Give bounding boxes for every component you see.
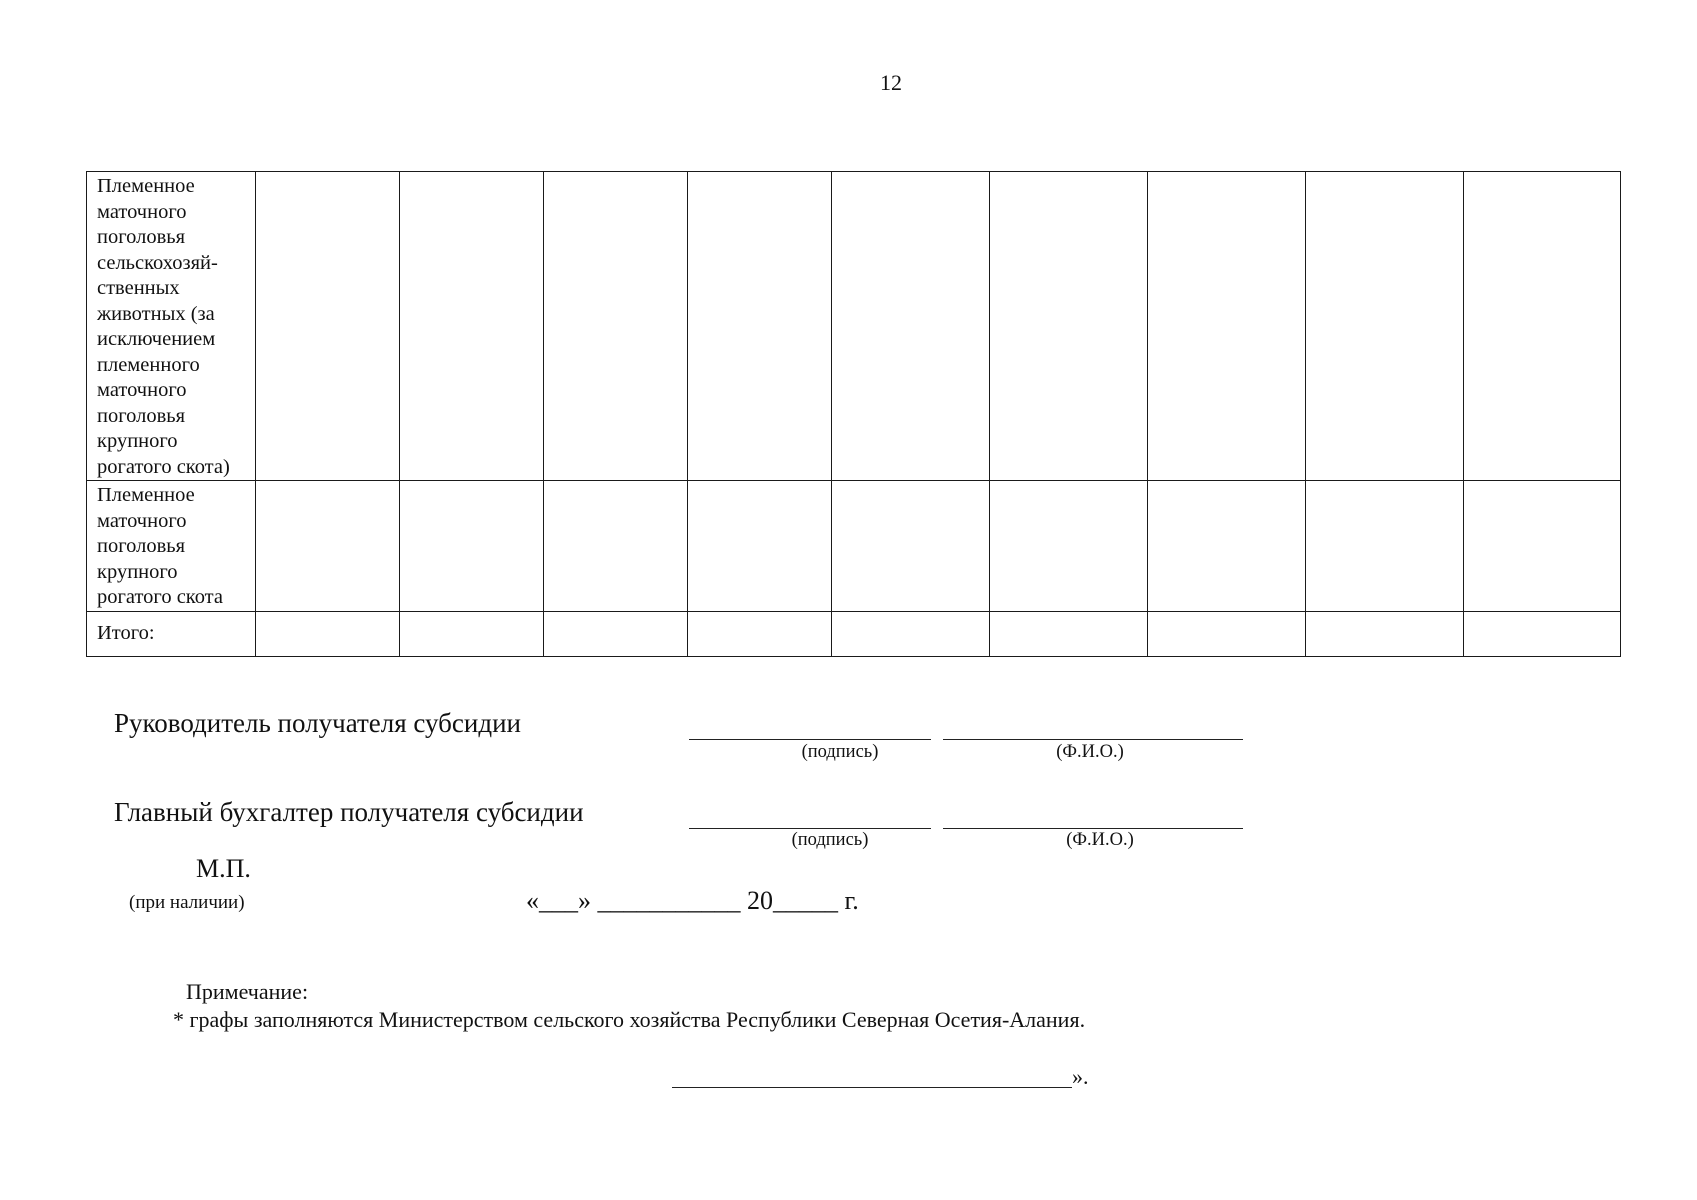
table-row (87, 172, 1621, 481)
table-cell (1464, 172, 1621, 481)
table-cell (400, 611, 544, 656)
table-cell (1464, 611, 1621, 656)
table-cell (1148, 611, 1306, 656)
table-cell (400, 481, 544, 612)
table-cell (990, 611, 1148, 656)
accountant-name-line (943, 828, 1243, 829)
table-row-total (87, 611, 1621, 656)
table-cell (256, 611, 400, 656)
table-cell (256, 172, 400, 481)
head-name-line (943, 739, 1243, 740)
accountant-signature-caption: (подпись) (791, 830, 869, 850)
table-cell (1464, 481, 1621, 612)
table-cell (1306, 481, 1464, 612)
table-cell (990, 172, 1148, 481)
note-text: * графы заполняются Министерством сельского хозяйства Республики Северная Осетия-Алания. (173, 1007, 1086, 1032)
row-label: Племенное маточного поголовья крупного рогатого скота (87, 481, 256, 612)
table-cell (990, 481, 1148, 612)
accountant-signatory-title: Главный бухгалтер получателя субсидии (114, 797, 584, 827)
total-label: Итого: (87, 611, 256, 656)
table-cell (832, 611, 990, 656)
date-line: «___» ___________ 20_____ г. (526, 886, 859, 915)
accountant-signature-line (689, 828, 931, 829)
table-row (87, 481, 1621, 612)
stamp-label: М.П. (196, 854, 251, 883)
table-cell (256, 481, 400, 612)
table-cell (688, 611, 832, 656)
head-signature-line (689, 739, 931, 740)
table-cell (688, 172, 832, 481)
table-cell (400, 172, 544, 481)
table-cell (1148, 172, 1306, 481)
table-cell (688, 481, 832, 612)
head-signature-caption: (подпись) (801, 742, 879, 762)
page-number: 12 (880, 70, 902, 95)
table-cell (544, 172, 688, 481)
closing-line (672, 1087, 1072, 1088)
accountant-name-caption: (Ф.И.О.) (1066, 830, 1134, 850)
table-cell (544, 611, 688, 656)
table-cell (544, 481, 688, 612)
table-cell (1306, 611, 1464, 656)
table-cell (832, 172, 990, 481)
note-heading: Примечание: (186, 979, 309, 1004)
head-name-caption: (Ф.И.О.) (1056, 742, 1124, 762)
table-cell (1306, 172, 1464, 481)
table-cell (1148, 481, 1306, 612)
closing-quote: ». (1072, 1064, 1089, 1089)
table-cell (832, 481, 990, 612)
row-label: Племенное маточного поголовья сельскохозяй- ственных животных (за исключением племенного маточного поголовья крупного рогатого скота) (87, 172, 256, 481)
subsidy-table (86, 171, 1621, 657)
stamp-note: (при наличии) (129, 892, 245, 913)
head-signatory-title: Руководитель получателя субсидии (114, 708, 521, 738)
